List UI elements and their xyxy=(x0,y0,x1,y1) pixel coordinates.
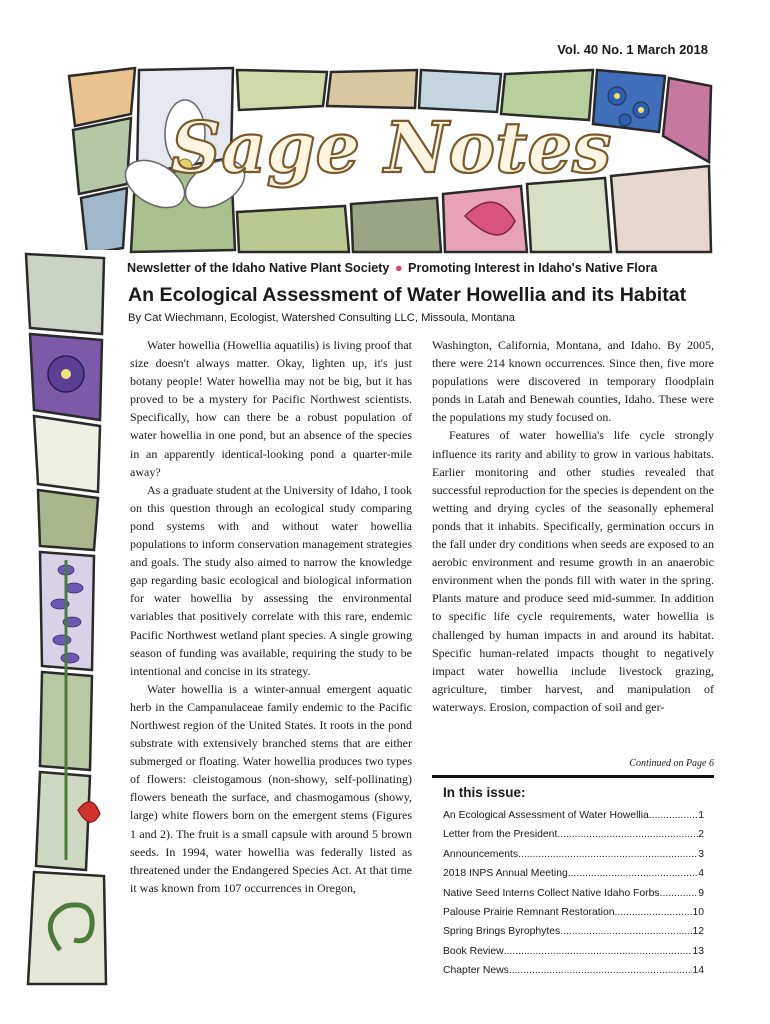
tagline-dot-icon: ● xyxy=(394,261,403,275)
toc-leader xyxy=(568,864,698,883)
toc-item[interactable] xyxy=(443,806,704,825)
toc-leader xyxy=(557,825,698,844)
toc-item[interactable] xyxy=(443,903,704,922)
in-this-issue-box xyxy=(432,775,714,977)
paragraph: Features of water howellia's life cycle strongly influence its rarity and ability to grow in various habitats. Earlier monitoring and other studies revealed that successful reproduction for the species is dependent on the wetting and drying cycles of the seasonally ephemeral ponds that it inhabits. Specifically, germination occurs in the fall under dry conditions when seeds are exposed to an aerobic environment and resume growth in an anaerobic environment when the ponds fill with water in the spring. Plants mature and produce seed mid-summer. In addition to specific life cycle requirements, water howellia is challenged by human impacts in and around its habitat. Specific human-related impacts thought to negatively impact water howellia include livestock grazing, agriculture, timber harvest, and manipulation of waterways. Erosion, compaction of soil and ger- xyxy=(432,428,714,714)
toc-label: 2018 INPS Annual Meeting xyxy=(443,868,568,880)
toc-item[interactable] xyxy=(443,845,704,864)
toc-leader xyxy=(518,845,698,864)
toc-label: Book Review xyxy=(443,945,504,957)
article-byline: By Cat Wiechmann, Ecologist, Watershed Consulting LLC, Missoula, Montana xyxy=(128,312,515,324)
toc-page: 14 xyxy=(692,965,704,977)
article-column-1 xyxy=(130,336,412,897)
toc-leader xyxy=(649,806,698,825)
article-title: An Ecological Assessment of Water Howellia and its Habitat xyxy=(128,284,687,306)
toc-page: 10 xyxy=(692,907,704,919)
toc-leader xyxy=(509,961,693,980)
toc-item[interactable] xyxy=(443,922,704,941)
toc-item[interactable] xyxy=(443,942,704,961)
toc-page: 9 xyxy=(698,887,704,899)
toc-item[interactable] xyxy=(443,864,704,883)
toc-label: Chapter News xyxy=(443,965,509,977)
toc-item[interactable] xyxy=(443,825,704,844)
toc-list xyxy=(432,806,714,981)
toc-page: 12 xyxy=(692,926,704,938)
paragraph: Washington, California, Montana, and Idaho. By 2005, there were 214 known occurrences. Since then, five more populations were discovered in temporary floodplain ponds in Latah and Benewah counties, Idaho. These were the populations my study focused on. xyxy=(432,338,714,425)
toc-page: 3 xyxy=(698,848,704,860)
toc-page: 4 xyxy=(698,868,704,880)
toc-leader xyxy=(615,903,693,922)
toc-label: Spring Brings Byrophytes xyxy=(443,926,561,938)
toc-page: 2 xyxy=(698,829,704,841)
tagline-right: Promoting Interest in Idaho's Native Flora xyxy=(408,261,658,275)
toc-label: Palouse Prairie Remnant Restoration xyxy=(443,907,615,919)
paragraph: Water howellia is a winter-annual emergent aquatic herb in the Campanulaceae family endemic to the Pacific Northwest region of the United States. It roots in the pond substrate with extensively branched stems that are either submerged or floating. Water howellia produces two types of flowers: cleistogamous (non-showy, self-pollinating) flowers beneath the surface, and chasmogamous (showy, large) white flowers born on the emergent stems (Figures 1 and 2). The fruit is a small capsule with around 5 brown seeds. In 1994, water howellia was federally listed as threatened under the Endangered Species Act. At that time it was known from 107 occurrences in Oregon, xyxy=(130,681,412,895)
paragraph: As a graduate student at the University of Idaho, I took on this question through an ecological study comparing pond systems with and without water howellia populations to inform conservation management strategies and goals. The study also aimed to narrow the knowledge gap regarding basic ecological and biological information for water howellia by assessing the environmental variables that positively correlate with this rare, endemic Pacific Northwest wetland plant species. A single growing season of funding was available, requiring the study to be intentional and concise in its strategy. xyxy=(130,482,412,678)
toc-leader xyxy=(660,884,699,903)
toc-label: Announcements xyxy=(443,848,519,860)
toc-label: An Ecological Assessment of Water Howellia xyxy=(443,810,649,821)
article-column-2 xyxy=(432,336,714,716)
toc-item[interactable] xyxy=(443,884,704,903)
toc-leader xyxy=(560,922,692,941)
masthead-title: Sage Notes xyxy=(170,106,612,189)
paragraph: Water howellia (Howellia aquatilis) is living proof that size doesn't always matter. Okay, lighten up, it's just botany people! Water howellia may not be big, but it has proved to be a mystery for Pacific Northwest scientists. Specifically, how can there be a robust population of water howellia in one pond, but an absence of the species in an apparently identical-looking pond a quarter-mile away? xyxy=(130,338,412,479)
tagline-left: Newsletter of the Idaho Native Plant Society xyxy=(127,261,390,275)
in-this-issue-heading: In this issue: xyxy=(443,785,526,800)
tagline xyxy=(127,261,727,275)
toc-label: Native Seed Interns Collect Native Idaho Forbs xyxy=(443,887,660,899)
toc-item[interactable] xyxy=(443,961,704,980)
masthead-illustration xyxy=(65,66,715,256)
toc-leader xyxy=(504,942,693,961)
continued-note: Continued on Page 6 xyxy=(629,758,714,769)
toc-page: 1 xyxy=(698,810,704,821)
issue-info: Vol. 40 No. 1 March 2018 xyxy=(557,42,708,57)
toc-page: 13 xyxy=(692,945,704,957)
sidebar-illustration xyxy=(20,250,122,990)
toc-label: Letter from the President xyxy=(443,829,558,841)
